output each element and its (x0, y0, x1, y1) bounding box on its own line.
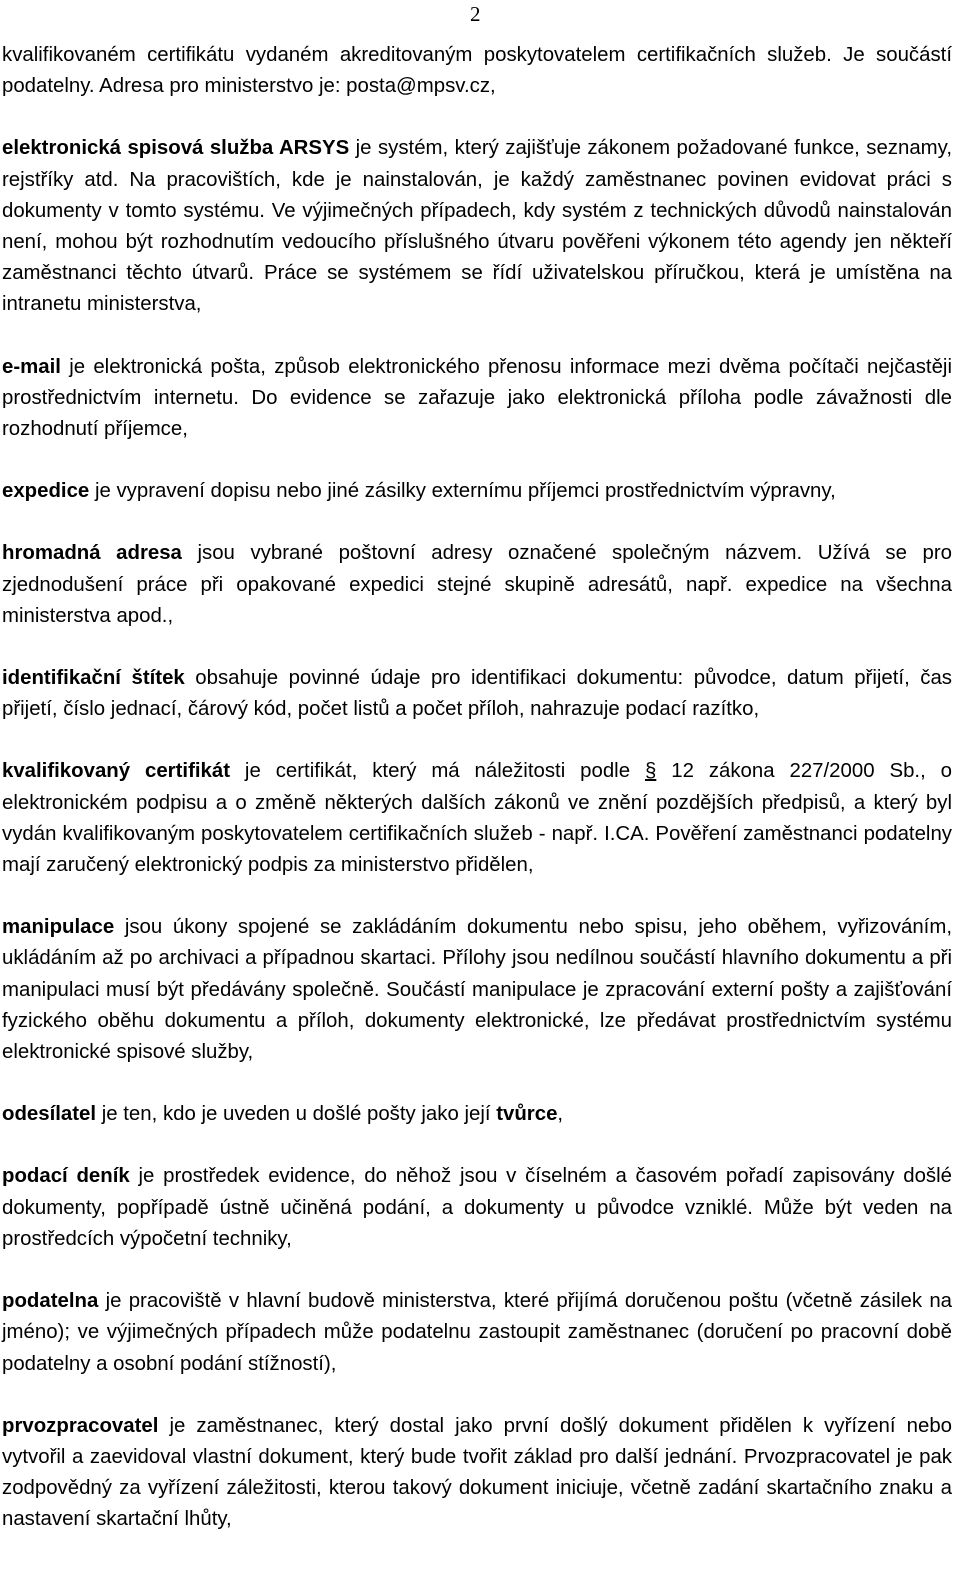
paragraph-text: kvalifikovaném certifikátu vydaném akreditovaným poskytovatelem certifikačních služeb. Je součástí podatelny. Adresa pro ministerstvo je: posta@mpsv.cz, (2, 44, 952, 98)
document-body (2, 40, 952, 1536)
definition-text: jsou úkony spojené se zakládáním dokumentu nebo spisu, jeho oběhem, vyřizováním, ukládáním až po archivaci a případnou skartaci. Přílohy jsou nedílnou součástí hlavního dokumentu a při manipulaci musí být předávány společně. Součástí manipulace je zpracování externí pošty a zajišťování fyzického oběhu dokumentu a příloh, dokumenty elektronické, lze předávat prostřednictvím systému elektronické spisové služby, (2, 916, 952, 1064)
page-number: 2 (470, 2, 481, 26)
definition-term: odesílatel (2, 1103, 97, 1126)
definition-podaci-denik (2, 1161, 952, 1255)
definition-text: je vypravení dopisu nebo jiné zásilky externímu příjemci prostřednictvím výpravny, (89, 480, 836, 503)
definition-term: manipulace (2, 916, 115, 939)
definition-term: podatelna (2, 1290, 99, 1313)
definition-term-tvurce: tvůrce (496, 1103, 558, 1126)
definition-hromadna-adresa (2, 538, 952, 632)
definition-text: je systém, který zajišťuje zákonem požadované funkce, seznamy, rejstříky atd. Na pracovištích, kde je nainstalován, je každý zaměstnanec povinen evidovat práci s dokumenty v tomto systému. Ve výjimečných případech, kdy systém z technických důvodů nainstalován není, mohou být rozhodnutím vedoucího příslušného útvaru pověřeni výkonem této agendy jen někteří zaměstnanci těchto útvarů. Práce se systémem se řídí uživatelskou příručkou, která je umístěna na intranetu ministerstva, (2, 137, 953, 316)
definition-term: kvalifikovaný certifikát (2, 760, 230, 783)
definition-term: e-mail (2, 355, 61, 378)
definition-term: prvozpracovatel (2, 1414, 159, 1437)
definition-text: je pracoviště v hlavní budově ministerstva, které přijímá doručenou poštu (včetně zásilek na jméno); ve výjimečných případech může podatelnu zastoupit zaměstnanec (doručení po pracovní době podatelny a osobní podání stížností), (2, 1290, 952, 1375)
paragraph-kvalifikovanem-certifikatu (2, 40, 952, 102)
definition-manipulace (2, 912, 952, 1068)
definition-text: jsou vybrané poštovní adresy označené společným názvem. Užívá se pro zjednodušení práce při opakované expedici stejné skupině adresátů, např. expedice na všechna ministerstva apod., (2, 542, 952, 627)
definition-text: je prostředek evidence, do něhož jsou v číselném a časovém pořadí zapisovány došlé dokumenty, popřípadě ústně učiněná podání, a dokumenty u původce vzniklé. Může být veden na prostředcích výpočetní techniky, (2, 1165, 952, 1250)
definition-term: hromadná adresa (2, 542, 182, 565)
definition-text: je elektronická pošta, způsob elektronického přenosu informace mezi dvěma počítači nejčastěji prostřednictvím internetu. Do evidence se zařazuje jako elektronická příloha podle závažnosti dle rozhodnutí příjemce, (2, 355, 952, 441)
definition-email (2, 352, 952, 446)
definition-term: identifikační štítek (2, 667, 185, 690)
definition-kvalifikovany-certifikat (2, 756, 952, 881)
definition-term: expedice (2, 480, 90, 503)
definition-arsys (2, 133, 952, 320)
definition-term: podací deník (2, 1165, 130, 1188)
definition-term: elektronická spisová služba ARSYS (2, 137, 350, 160)
definition-text-before: je ten, kdo je uveden u došlé pošty jako její (96, 1103, 497, 1126)
definition-text: obsahuje povinné údaje pro identifikaci dokumentu: původce, datum přijetí, čas přijetí, číslo jednací, čárový kód, počet listů a počet příloh, nahrazuje podací razítko, (2, 667, 952, 721)
definition-expedice (2, 476, 952, 507)
definition-prvozpracovatel (2, 1411, 952, 1536)
section-sign-link[interactable]: § (644, 760, 657, 783)
definition-text: je zaměstnanec, který dostal jako první došlý dokument přidělen k vyřízení nebo vytvořil a zaevidoval vlastní dokument, který bude tvořit základ pro další jednání. Prvozpracovatel je pak zodpovědný za vyřízení záležitosti, kterou takový dokument iniciuje, včetně zadání skartačního znaku a nastavení skartační lhůty, (2, 1414, 952, 1531)
definition-text: , (557, 1103, 564, 1126)
definition-text: 12 zákona 227/2000 Sb., o elektronickém podpisu a o změně některých dalších zákonů ve znění pozdějších předpisů, a který byl vydán kvalifikovaným poskytovatelem certifikačních služeb - např. I.CA. Pověření zaměstnanci podatelny mají zaručený elektronický podpis za ministerstvo přidělen, (2, 760, 952, 877)
definition-text-before: je certifikát, který má náležitosti podle (230, 760, 645, 783)
definition-odesilatel (2, 1099, 952, 1130)
definition-podatelna (2, 1286, 952, 1380)
definition-identifikacni-stitek (2, 663, 952, 725)
